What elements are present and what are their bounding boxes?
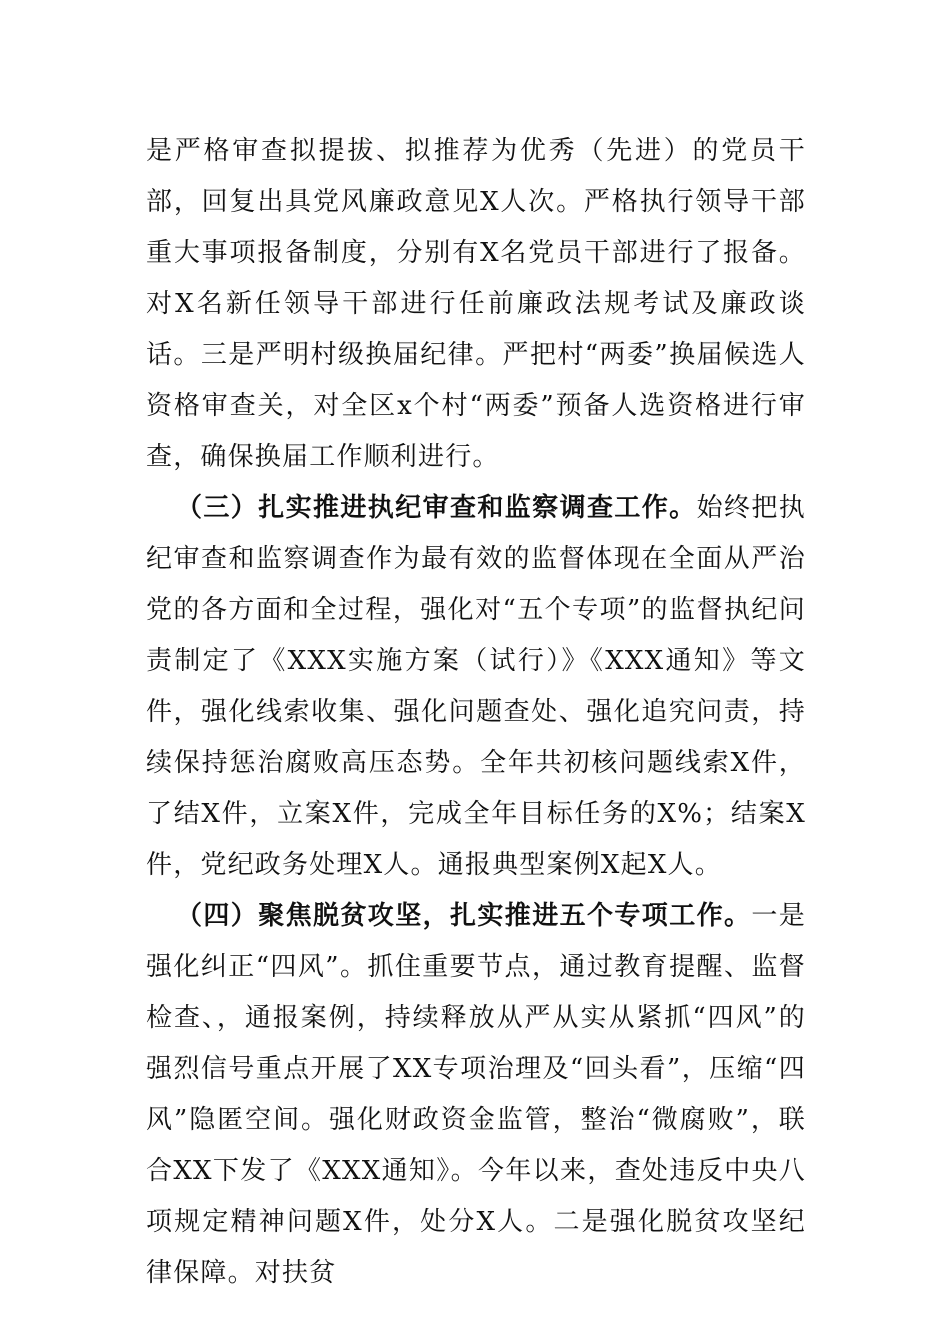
paragraph-text: 始终把执纪审查和监察调查作为最有效的监督体现在全面从严治党的各方面和全过程，强化对“五个专项”的监督执纪问责制定了《XXX实施方案（试行）》《XXX通知》等文件，强化线索收集、强化问题查处、强化追究问责，持续保持惩治腐败高压态势。全年共初核问题线索X件，了结X件，立案X件，完成全年目标任务的X%；结案X件，党纪政务处理X人。通报典型案例X起X人。 [146, 493, 806, 880]
paragraph-section-three [146, 483, 806, 891]
paragraph-text: 是严格审查拟提拔、拟推荐为优秀（先进）的党员干部，回复出具党风廉政意见X人次。严格执行领导干部重大事项报备制度，分别有X名党员干部进行了报备。对X名新任领导干部进行任前廉政法规考试及廉政谈话。三是严明村级换届纪律。严把村“两委”换届候选人资格审查关，对全区x个村“两委”预备人选资格进行审查，确保换届工作顺利进行。 [146, 136, 806, 472]
paragraph-section-four [146, 891, 806, 1299]
section-heading: （三）扎实推进执纪审查和监察调查工作。 [176, 493, 697, 523]
paragraph-text: 一是强化纠正“四风”。抓住重要节点，通过教育提醒、监督检查、，通报案例，持续释放从严从实从紧抓“四风”的强烈信号重点开展了XX专项治理及“回头看”，压缩“四风”隐匿空间。强化财政资金监管，整治“微腐败”，联合XX下发了《XXX通知》。今年以来，查处违反中央八项规定精神问题X件，处分X人。二是强化脱贫攻坚纪律保障。对扶贫 [146, 901, 807, 1288]
paragraph-continuation [146, 126, 806, 483]
section-heading: （四）聚焦脱贫攻坚，扎实推进五个专项工作。 [176, 901, 752, 931]
document-body [146, 126, 806, 1299]
